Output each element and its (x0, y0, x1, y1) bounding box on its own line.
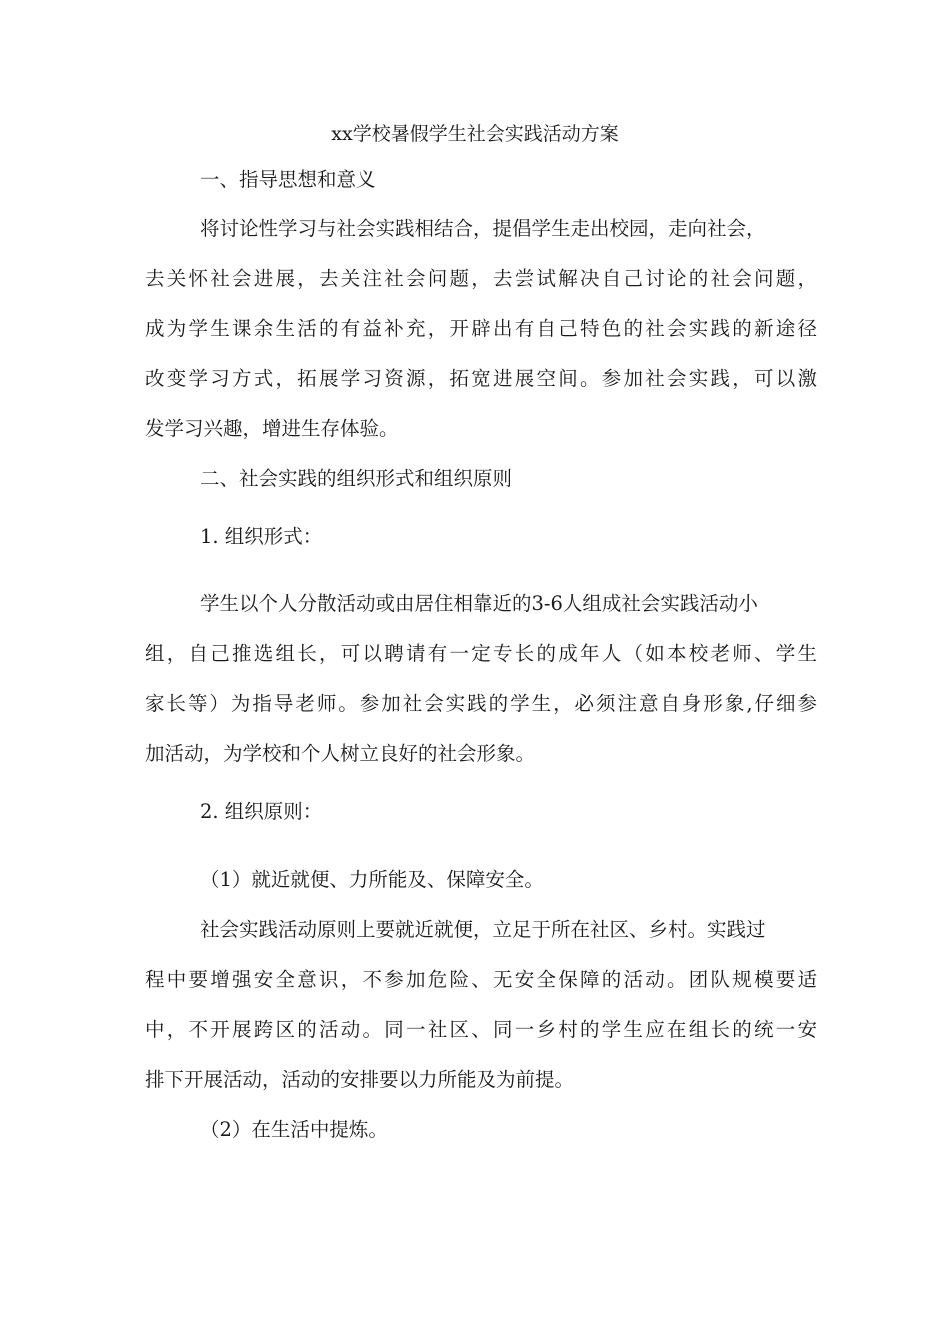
paragraph-line: 将讨论性学习与社会实践相结合，提倡学生走出校园，走向社会， (200, 217, 766, 240)
paragraph-line: 学生以个人分散活动或由居住相靠近的3-6人组成社会实践活动小 (200, 592, 758, 615)
paragraph-line: 改变学习方式，拓展学习资源，拓宽进展空间。参加社会实践，可以激 (145, 367, 817, 390)
paragraph-line: 加活动，为学校和个人树立良好的社会形象。 (145, 742, 536, 765)
paragraph-line: 成为学生课余生活的有益补充，开辟出有自己特色的社会实践的新途径 (145, 317, 817, 340)
principle-heading-1: （1）就近就便、力所能及、保障安全。 (200, 868, 544, 891)
paragraph-line: 发学习兴趣，增进生存体验。 (145, 417, 399, 440)
paragraph-line: 中，不开展跨区的活动。同一社区、同一乡村的学生应在组长的统一安 (145, 1018, 817, 1041)
paragraph-line: 程中要增强安全意识，不参加危险、无安全保障的活动。团队规模要适 (145, 968, 817, 991)
paragraph-line: 社会实践活动原则上要就近就便，立足于所在社区、乡村。实践过 (200, 918, 766, 941)
subheading-organization-principles: 2. 组织原则： (200, 800, 323, 823)
subheading-organization-form: 1. 组织形式： (200, 525, 323, 548)
paragraph-line: 组，自己推选组长，可以聘请有一定专长的成年人（如本校老师、学生 (145, 642, 817, 665)
paragraph-line: 去关怀社会进展，去关注社会问题，去尝试解决自己讨论的社会问题， (145, 267, 817, 290)
section-heading-organization: 二、社会实践的组织形式和组织原则 (200, 467, 513, 490)
section-heading-guiding-ideas: 一、指导思想和意义 (200, 168, 376, 191)
principle-heading-2: （2）在生活中提炼。 (200, 1118, 388, 1141)
document-title: xx学校暑假学生社会实践活动方案 (331, 123, 619, 145)
paragraph-line: 家长等）为指导老师。参加社会实践的学生，必须注意自身形象,仔细参 (145, 692, 817, 715)
paragraph-line: 排下开展活动，活动的安排要以力所能及为前提。 (145, 1068, 575, 1091)
